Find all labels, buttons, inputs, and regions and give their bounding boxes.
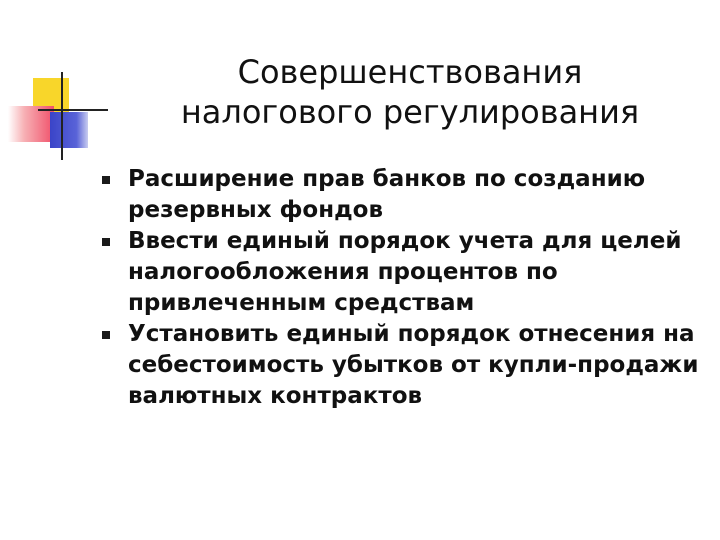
blue-gradient-square [50,112,88,148]
horizontal-line [38,109,108,111]
bullet-item [96,226,706,319]
square-bullet-icon [102,331,110,339]
bullet-item [96,319,706,412]
bullet-text: Расширение прав банков по созданию резервных фондов [128,166,646,223]
bullet-text: Установить единый порядок отнесения на себестоимость убытков от купли-продажи валютных контрактов [128,321,699,409]
slide-title [120,52,700,132]
bullet-item [96,164,706,226]
slide-title-line-1: Совершенствования [237,53,583,91]
bullet-list [96,164,706,412]
square-bullet-icon [102,176,110,184]
square-bullet-icon [102,238,110,246]
slide-title-line-2: налогового регулирования [180,93,640,131]
decorative-logo-graphic [0,0,110,170]
bullet-text: Ввести единый порядок учета для целей налогообложения процентов по привлеченным средствам [128,228,682,316]
vertical-line [61,72,63,160]
red-gradient-square [8,106,54,142]
